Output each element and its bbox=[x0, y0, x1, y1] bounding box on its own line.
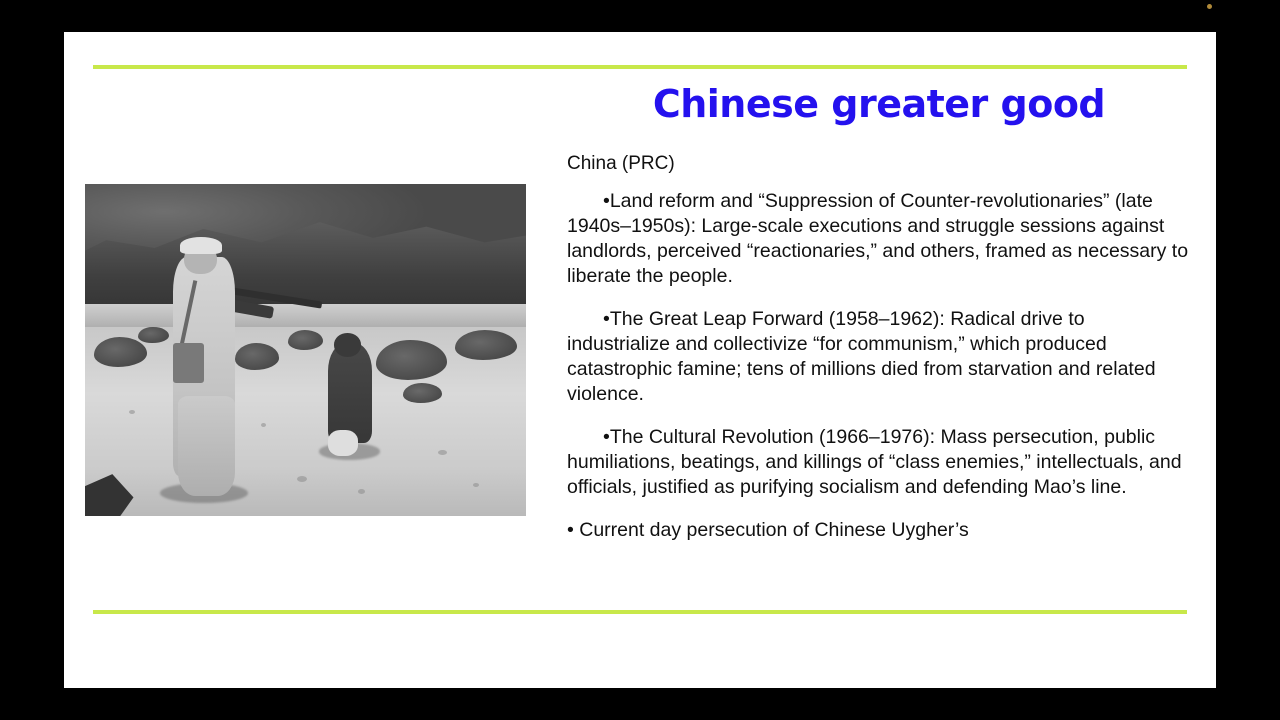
accent-rule-bottom bbox=[93, 610, 1187, 614]
photo-bush bbox=[94, 337, 147, 367]
photo-grain bbox=[438, 450, 447, 455]
body-lead: China (PRC) bbox=[567, 153, 675, 174]
execution-photograph bbox=[85, 184, 526, 516]
slide-canvas bbox=[64, 32, 1216, 688]
photo-bush bbox=[403, 383, 443, 403]
body-paragraph-1: •Land reform and “Suppression of Counter-revolutionaries” (late 1940s–1950s): Large-scale executions and struggle sessions against landlords, perceived “reactionaries,” and others, framed as necessary to liberate the people. bbox=[567, 190, 1189, 288]
status-dot-icon bbox=[1207, 4, 1212, 9]
accent-rule-top bbox=[93, 65, 1187, 69]
body-paragraph-2: •The Great Leap Forward (1958–1962): Radical drive to industrialize and collectivize “for communism,” which produced catastrophic famine; tens of millions died from starvation and related violence. bbox=[567, 308, 1156, 405]
slide-body bbox=[567, 152, 1192, 543]
photo-grain bbox=[129, 410, 135, 414]
photo-kneeling-figure-bundle bbox=[328, 430, 359, 457]
photo-grain bbox=[473, 483, 479, 487]
photo-kneeling-figure-head bbox=[334, 333, 360, 356]
photo-soldier-legs bbox=[178, 396, 235, 496]
photo-bush bbox=[455, 330, 517, 360]
slide-title: Chinese greater good bbox=[652, 82, 1106, 126]
photo-kneeling-figure bbox=[328, 343, 372, 443]
body-paragraph-3: •The Cultural Revolution (1966–1976): Mass persecution, public humiliations, beatings, and killings of “class enemies,” intellectuals, and officials, justified as purifying socialism and defending Mao’s line. bbox=[567, 425, 1182, 498]
photo-bush bbox=[235, 343, 279, 370]
body-final-bullet: • Current day persecution of Chinese Uygher’s bbox=[567, 518, 969, 541]
photo-bush bbox=[376, 340, 447, 380]
photo-soldier-cap bbox=[180, 237, 222, 254]
photo-bush bbox=[138, 327, 169, 344]
photo-grain bbox=[297, 476, 307, 482]
photo-bush bbox=[288, 330, 323, 350]
photo-soldier-pouch bbox=[173, 343, 204, 383]
